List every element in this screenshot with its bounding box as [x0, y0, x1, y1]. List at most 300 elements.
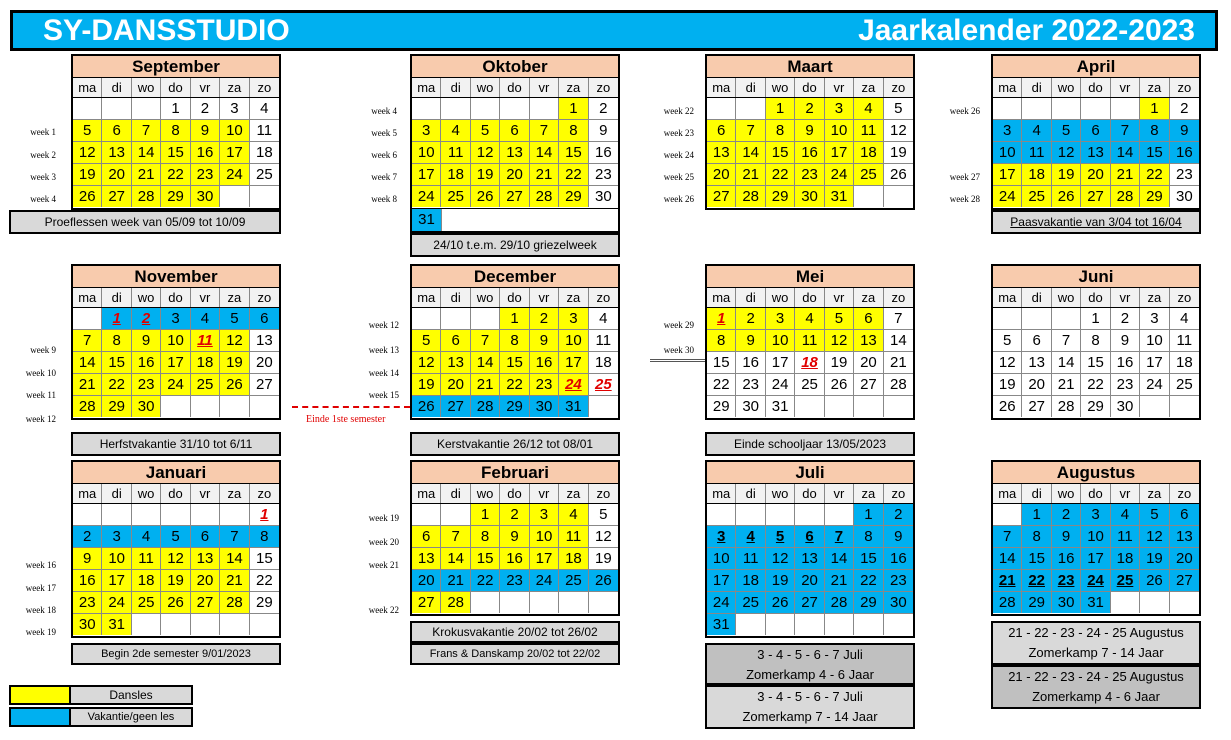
day-cell: 15: [500, 352, 529, 373]
weekday-label: di: [1022, 484, 1051, 503]
week-row: [993, 504, 1199, 526]
day-cell: 28: [825, 592, 854, 613]
day-cell: 1: [500, 308, 529, 329]
day-cell: 25: [589, 374, 618, 395]
day-cell: 14: [471, 352, 500, 373]
day-cell: 30: [1111, 396, 1140, 417]
week-row: [707, 614, 913, 636]
day-cell: 7: [132, 120, 161, 141]
day-cell: 11: [1170, 330, 1199, 351]
day-cell: 26: [589, 570, 618, 591]
day-cell: 16: [589, 142, 618, 163]
day-cell: 11: [736, 548, 765, 569]
day-cell: 20: [441, 374, 470, 395]
week-label: week 16: [25, 560, 56, 570]
day-cell: 30: [132, 396, 161, 417]
week-row: [412, 548, 618, 570]
day-cell: 22: [766, 164, 795, 185]
day-cell: 10: [220, 120, 249, 141]
week-row: [73, 308, 279, 330]
day-cell: 24: [1140, 374, 1169, 395]
day-cell: 10: [766, 330, 795, 351]
weekday-label: zo: [891, 486, 906, 501]
week-label: week 13: [368, 345, 399, 355]
day-cell: [530, 98, 559, 119]
week-row: [73, 504, 279, 526]
week-row: [412, 504, 618, 526]
day-cell: [191, 396, 220, 417]
day-cell: 5: [766, 526, 795, 547]
camp-juli-4-6: [705, 643, 915, 685]
day-cell: 7: [530, 120, 559, 141]
day-cell: [530, 592, 559, 613]
day-cell: 26: [1052, 186, 1081, 207]
day-cell: 29: [161, 186, 190, 207]
month-name: November: [73, 266, 279, 288]
day-cell: 9: [795, 120, 824, 141]
legend-dansles: [9, 685, 193, 705]
day-cell: 2: [132, 308, 161, 329]
day-cell: 16: [500, 548, 529, 569]
day-cell: 23: [191, 164, 220, 185]
day-cell: 29: [250, 592, 279, 613]
week-row: [412, 374, 618, 396]
weekday-label: za: [1140, 78, 1169, 97]
legend-swatch-blue: [11, 709, 71, 725]
day-cell: 26: [1140, 570, 1169, 591]
month-name: Januari: [73, 462, 279, 484]
legend-vakantie: [9, 707, 193, 727]
week-label: week 30: [663, 345, 694, 355]
week-row: [412, 330, 618, 352]
week-row: [993, 142, 1199, 164]
day-cell: 26: [993, 396, 1022, 417]
weekday-label: di: [736, 484, 765, 503]
weekday-label: wo: [132, 484, 161, 503]
day-cell: 4: [1022, 120, 1051, 141]
day-cell: 25: [1022, 186, 1051, 207]
title-bar: [10, 10, 1218, 51]
day-cell: 31: [707, 614, 736, 635]
day-cell: [795, 396, 824, 417]
day-cell: 14: [1052, 352, 1081, 373]
weekday-label: ma: [707, 484, 736, 503]
day-cell: 22: [1140, 164, 1169, 185]
day-cell: 5: [589, 504, 618, 525]
day-cell: 25: [250, 164, 279, 185]
day-cell: 27: [1022, 396, 1051, 417]
day-cell: 18: [795, 352, 824, 373]
day-cell: 11: [559, 526, 588, 547]
day-cell: 27: [854, 374, 883, 395]
weekday-header: [993, 78, 1199, 98]
day-cell: 25: [1170, 374, 1199, 395]
day-cell: 22: [102, 374, 131, 395]
day-cell: 5: [161, 526, 190, 547]
day-cell: 29: [559, 186, 588, 207]
day-cell: 31: [825, 186, 854, 207]
day-cell: 14: [884, 330, 913, 351]
day-cell: 9: [1052, 526, 1081, 547]
day-cell: [589, 396, 618, 417]
day-cell: [412, 98, 441, 119]
day-cell: [441, 308, 470, 329]
day-cell: 3: [766, 308, 795, 329]
month-december: [410, 264, 620, 420]
weekday-label: za: [220, 78, 249, 97]
weekday-label: vr: [1111, 484, 1140, 503]
weekday-label: vr: [530, 78, 559, 97]
day-cell: 28: [993, 592, 1022, 613]
day-cell: 7: [1111, 120, 1140, 141]
day-cell: [707, 504, 736, 525]
week-row: [73, 592, 279, 614]
day-cell: 2: [530, 308, 559, 329]
day-cell: 15: [471, 548, 500, 569]
day-cell: 10: [161, 330, 190, 351]
week-row: [73, 374, 279, 396]
day-cell: 11: [1111, 526, 1140, 547]
day-cell: 17: [1140, 352, 1169, 373]
day-cell: 20: [1022, 374, 1051, 395]
day-cell: 20: [1081, 164, 1110, 185]
week-row: [707, 374, 913, 396]
week-row: [993, 186, 1199, 208]
day-cell: [471, 308, 500, 329]
day-cell: [471, 98, 500, 119]
day-cell: [132, 98, 161, 119]
day-cell: 11: [795, 330, 824, 351]
day-cell: 8: [766, 120, 795, 141]
day-cell: 30: [884, 592, 913, 613]
day-cell: 24: [825, 164, 854, 185]
weekday-header: [707, 288, 913, 308]
day-cell: 12: [412, 352, 441, 373]
week-row: [412, 526, 618, 548]
weekday-label: zo: [596, 80, 611, 95]
day-cell: 21: [993, 570, 1022, 591]
day-cell: 26: [161, 592, 190, 613]
day-cell: 12: [220, 330, 249, 351]
week-row: [707, 186, 913, 208]
day-cell: [1170, 592, 1199, 613]
day-cell: 10: [530, 526, 559, 547]
day-cell: 11: [441, 142, 470, 163]
week-row: [412, 120, 618, 142]
day-cell: 16: [1052, 548, 1081, 569]
week-label: week 5: [371, 128, 397, 138]
day-cell: 17: [220, 142, 249, 163]
week-label: week 4: [30, 194, 56, 204]
day-cell: 18: [559, 548, 588, 569]
day-cell: 24: [161, 374, 190, 395]
weekday-label: wo: [1052, 288, 1081, 307]
day-cell: [589, 592, 618, 613]
weekday-label: wo: [766, 288, 795, 307]
day-cell: 20: [854, 352, 883, 373]
day-cell: [161, 504, 190, 525]
day-cell: 5: [993, 330, 1022, 351]
day-cell: 20: [500, 164, 529, 185]
day-cell: [559, 592, 588, 613]
day-cell: 21: [132, 164, 161, 185]
day-cell: [1140, 592, 1169, 613]
day-cell: 21: [471, 374, 500, 395]
weekday-label: za: [854, 484, 883, 503]
week-label: week 8: [371, 194, 397, 204]
day-cell: [1052, 308, 1081, 329]
day-cell: [1081, 98, 1110, 119]
day-cell: 14: [736, 142, 765, 163]
week-row: [412, 308, 618, 330]
day-cell: 16: [795, 142, 824, 163]
week-row: [707, 330, 913, 352]
day-cell: 4: [736, 526, 765, 547]
day-cell: 12: [884, 120, 913, 141]
day-cell: 12: [589, 526, 618, 547]
day-cell: 30: [73, 614, 102, 635]
weekday-label: wo: [132, 288, 161, 307]
month-name: Augustus: [993, 462, 1199, 484]
day-cell: 17: [530, 548, 559, 569]
month-april: [991, 54, 1201, 210]
week-row: [993, 308, 1199, 330]
day-cell: 23: [132, 374, 161, 395]
day-cell: 4: [589, 308, 618, 329]
day-cell: [993, 98, 1022, 119]
studio-name: SY-DANSSTUDIO: [43, 14, 290, 47]
week-label: week 28: [949, 194, 980, 204]
day-cell: 5: [825, 308, 854, 329]
note-januari: Begin 2de semester 9/01/2023: [71, 643, 281, 665]
legend-swatch-yellow: [11, 687, 71, 703]
day-cell: 26: [884, 164, 913, 185]
day-cell: 5: [412, 330, 441, 351]
camp-age: Zomerkamp 7 - 14 Jaar: [742, 709, 878, 724]
day-cell: 21: [736, 164, 765, 185]
month-november: [71, 264, 281, 420]
weekday-label: do: [500, 288, 529, 307]
week-label: week 17: [25, 583, 56, 593]
month-name: December: [412, 266, 618, 288]
weekday-label: di: [102, 78, 131, 97]
day-cell: 27: [250, 374, 279, 395]
day-cell: [161, 396, 190, 417]
day-cell: 19: [412, 374, 441, 395]
day-cell: 3: [993, 120, 1022, 141]
day-cell: 17: [1081, 548, 1110, 569]
note-december: Kerstvakantie 26/12 tot 08/01: [410, 432, 620, 456]
day-cell: 17: [161, 352, 190, 373]
day-cell: 26: [471, 186, 500, 207]
day-cell: [854, 186, 883, 207]
weekday-label: ma: [993, 484, 1022, 503]
month-augustus: [991, 460, 1201, 616]
weekday-label: zo: [257, 290, 272, 305]
weekday-label: za: [220, 484, 249, 503]
month-name: Juni: [993, 266, 1199, 288]
day-cell: 24: [993, 186, 1022, 207]
week-row: [73, 142, 279, 164]
month-name: April: [993, 56, 1199, 78]
month-mei: [705, 264, 915, 420]
note-oktober: 24/10 t.e.m. 29/10 griezelweek: [410, 233, 620, 257]
day-cell: 1: [250, 504, 279, 525]
day-cell: [132, 504, 161, 525]
day-cell: 8: [161, 120, 190, 141]
day-cell: 27: [707, 186, 736, 207]
day-cell: 20: [412, 570, 441, 591]
week-row: [707, 308, 913, 330]
day-cell: 17: [559, 352, 588, 373]
day-cell: 7: [471, 330, 500, 351]
month-juni: [991, 264, 1201, 420]
day-cell: 28: [73, 396, 102, 417]
weekday-label: vr: [1111, 288, 1140, 307]
weekday-header: [73, 78, 279, 98]
day-cell: 1: [471, 504, 500, 525]
day-cell: 3: [1081, 504, 1110, 525]
day-cell: 4: [132, 526, 161, 547]
day-cell: 24: [707, 592, 736, 613]
camp-days: 21 - 22 - 23 - 24 - 25 Augustus: [1008, 669, 1184, 684]
day-cell: [884, 614, 913, 635]
day-cell: [500, 98, 529, 119]
day-cell: 3: [161, 308, 190, 329]
day-cell: 26: [73, 186, 102, 207]
weekday-label: do: [161, 288, 190, 307]
day-cell: 19: [1052, 164, 1081, 185]
day-cell: [736, 98, 765, 119]
week-row: [73, 526, 279, 548]
day-cell: 4: [441, 120, 470, 141]
day-cell: 22: [707, 374, 736, 395]
day-cell: 14: [441, 548, 470, 569]
day-cell: 28: [1052, 396, 1081, 417]
day-cell: 13: [854, 330, 883, 351]
day-cell: 19: [825, 352, 854, 373]
day-cell: 12: [73, 142, 102, 163]
weekday-label: di: [736, 78, 765, 97]
week-row: [707, 120, 913, 142]
day-cell: 25: [559, 570, 588, 591]
weekday-header: [73, 288, 279, 308]
day-cell: 23: [736, 374, 765, 395]
week-label: week 2: [30, 150, 56, 160]
day-cell: [412, 308, 441, 329]
weekday-label: do: [795, 484, 824, 503]
day-cell: 11: [191, 330, 220, 351]
weekday-label: wo: [471, 484, 500, 503]
day-cell: 23: [500, 570, 529, 591]
month-name: September: [73, 56, 279, 78]
day-cell: 11: [589, 330, 618, 351]
day-cell: 4: [1111, 504, 1140, 525]
day-cell: [795, 504, 824, 525]
camp-age: Zomerkamp 4 - 6 Jaar: [1032, 689, 1160, 704]
day-cell: 28: [1111, 186, 1140, 207]
day-cell: 15: [1022, 548, 1051, 569]
weekday-label: za: [854, 78, 883, 97]
day-cell: 28: [441, 592, 470, 613]
day-cell: 10: [1081, 526, 1110, 547]
day-cell: 19: [884, 142, 913, 163]
day-cell: 29: [500, 396, 529, 417]
weekday-header: [707, 484, 913, 504]
day-cell: 29: [1140, 186, 1169, 207]
day-cell: 14: [825, 548, 854, 569]
week-row: [707, 504, 913, 526]
week-label: week 26: [949, 106, 980, 116]
day-cell: 9: [191, 120, 220, 141]
week-row: [993, 352, 1199, 374]
week-row: [707, 164, 913, 186]
day-cell: 5: [471, 120, 500, 141]
weekday-header: [707, 78, 913, 98]
day-cell: 12: [993, 352, 1022, 373]
day-cell: 24: [559, 374, 588, 395]
week-row: [73, 164, 279, 186]
weekday-label: do: [795, 78, 824, 97]
weekday-label: vr: [825, 78, 854, 97]
day-cell: 8: [471, 526, 500, 547]
note-april: Paasvakantie van 3/04 tot 16/04: [991, 210, 1201, 234]
day-cell: 24: [1081, 570, 1110, 591]
week-label: week 24: [663, 150, 694, 160]
day-cell: [736, 614, 765, 635]
weekday-label: di: [441, 78, 470, 97]
day-cell: 18: [1022, 164, 1051, 185]
day-cell: 18: [132, 570, 161, 591]
day-cell: 10: [707, 548, 736, 569]
day-cell: 20: [250, 352, 279, 373]
weekday-label: di: [441, 288, 470, 307]
day-cell: 12: [766, 548, 795, 569]
day-cell: 16: [1111, 352, 1140, 373]
day-cell: 27: [795, 592, 824, 613]
weekday-label: di: [102, 288, 131, 307]
day-cell: 28: [530, 186, 559, 207]
weekday-label: do: [161, 484, 190, 503]
weekday-label: vr: [191, 484, 220, 503]
weekday-header: [993, 288, 1199, 308]
day-cell: [854, 396, 883, 417]
camp-days: 3 - 4 - 5 - 6 - 7 Juli: [757, 647, 863, 662]
day-cell: 1: [766, 98, 795, 119]
month-name: Februari: [412, 462, 618, 484]
day-cell: [500, 592, 529, 613]
weekday-label: vr: [191, 78, 220, 97]
weekday-label: ma: [73, 78, 102, 97]
weekday-label: vr: [1111, 78, 1140, 97]
day-cell: 8: [250, 526, 279, 547]
day-cell: 2: [589, 98, 618, 119]
day-cell: [1022, 308, 1051, 329]
week-label: week 15: [368, 390, 399, 400]
week-label: week 12: [368, 320, 399, 330]
day-cell: [102, 504, 131, 525]
day-cell: 29: [1022, 592, 1051, 613]
month-name: Juli: [707, 462, 913, 484]
week-row: [993, 570, 1199, 592]
week-label: week 26: [663, 194, 694, 204]
day-cell: 11: [1022, 142, 1051, 163]
day-cell: 5: [1140, 504, 1169, 525]
day-cell: [795, 614, 824, 635]
day-cell: 8: [500, 330, 529, 351]
week-row: [993, 396, 1199, 418]
weekday-label: do: [500, 484, 529, 503]
